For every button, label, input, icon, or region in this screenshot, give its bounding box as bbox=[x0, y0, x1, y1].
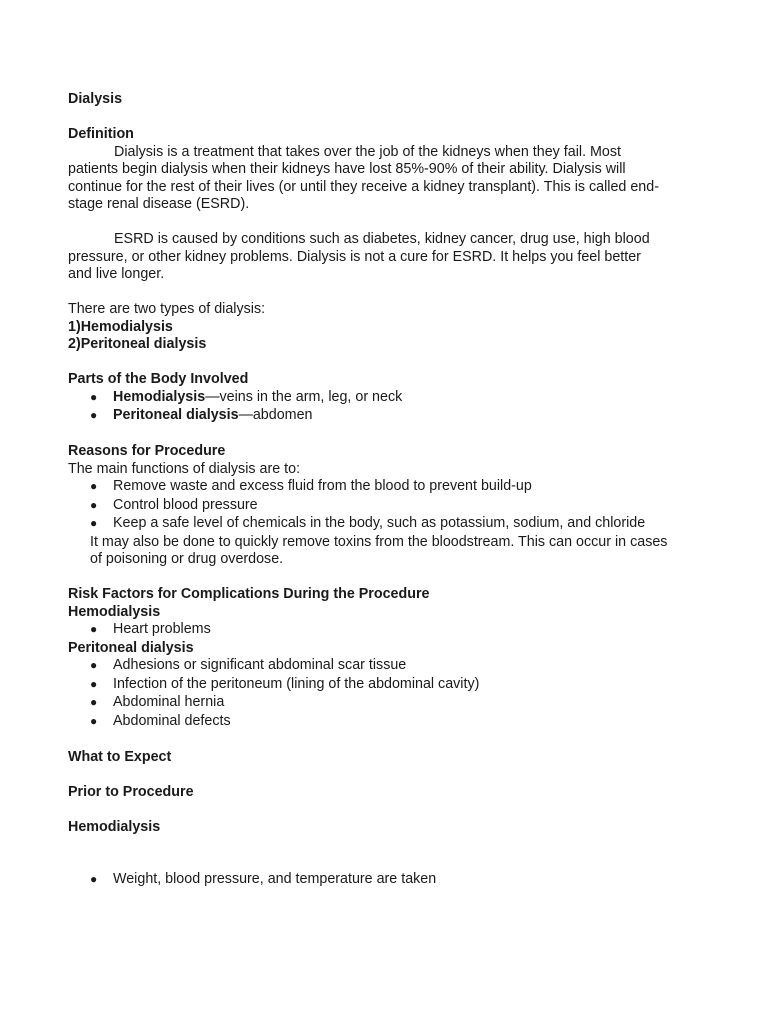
list-item bbox=[68, 657, 668, 675]
risk-heading: Risk Factors for Complications During the Procedure bbox=[68, 586, 430, 602]
expect-hemodialysis-heading: Hemodialysis bbox=[68, 818, 161, 835]
list-item-text: Abdominal hernia bbox=[113, 694, 225, 710]
bullet-icon: ● bbox=[90, 676, 98, 691]
prior-heading: Prior to Procedure bbox=[68, 783, 194, 800]
expect-heading: What to Expect bbox=[68, 748, 172, 765]
list-item bbox=[68, 478, 668, 496]
expect-hemodialysis-list bbox=[68, 871, 668, 889]
reasons-intro: The main functions of dialysis are to: bbox=[68, 460, 301, 477]
risk-peritoneal-heading: Peritoneal dialysis bbox=[68, 639, 194, 656]
list-item bbox=[68, 407, 668, 425]
list-item-text: Weight, blood pressure, and temperature are taken bbox=[113, 871, 437, 887]
bullet-icon: ● bbox=[90, 658, 98, 672]
bullet-icon: ● bbox=[90, 389, 98, 404]
parts-item-text: —veins in the arm, leg, or neck bbox=[205, 388, 403, 405]
list-item bbox=[68, 694, 668, 712]
bullet-icon: ● bbox=[90, 479, 98, 493]
list-item bbox=[68, 621, 668, 639]
list-item-text: Remove waste and excess fluid from the blood to prevent build-up bbox=[113, 478, 532, 494]
definition-paragraph-2: ESRD is caused by conditions such as diabetes, kidney cancer, drug use, high blood pressure, or other kidney problems. Dialysis is not a cure for ESRD. It helps you feel better and live longer. bbox=[68, 231, 650, 282]
bullet-icon: ● bbox=[90, 497, 98, 512]
risk-hemodialysis-list bbox=[68, 621, 668, 639]
parts-heading: Parts of the Body Involved bbox=[68, 371, 249, 387]
bullet-icon: ● bbox=[90, 695, 98, 709]
list-item bbox=[68, 871, 668, 889]
type-hemodialysis: 1)Hemodialysis bbox=[68, 318, 173, 335]
parts-item-text: —abdomen bbox=[238, 407, 313, 423]
bullet-icon: ● bbox=[90, 622, 98, 636]
bullet-icon: ● bbox=[90, 872, 98, 886]
parts-item-bold: Peritoneal dialysis bbox=[113, 407, 239, 423]
types-intro: There are two types of dialysis: bbox=[68, 301, 266, 317]
document-title: Dialysis bbox=[68, 91, 123, 107]
risk-peritoneal-list bbox=[68, 657, 668, 730]
bullet-icon: ● bbox=[90, 713, 98, 728]
list-item-text: Abdominal defects bbox=[113, 712, 231, 729]
list-item bbox=[68, 389, 668, 407]
list-item-text: Heart problems bbox=[113, 621, 211, 637]
list-item-text: Infection of the peritoneum (lining of the abdominal cavity) bbox=[113, 675, 480, 692]
list-item-text: Control blood pressure bbox=[113, 496, 258, 513]
list-item-text: Adhesions or significant abdominal scar tissue bbox=[113, 657, 407, 673]
bullet-icon: ● bbox=[90, 408, 98, 422]
list-item bbox=[68, 713, 668, 731]
list-item bbox=[68, 676, 668, 694]
list-item-text: Keep a safe level of chemicals in the body, such as potassium, sodium, and chloride bbox=[113, 515, 646, 531]
document-page bbox=[68, 91, 668, 890]
bullet-icon: ● bbox=[90, 516, 98, 530]
reasons-list bbox=[68, 478, 668, 533]
parts-list bbox=[68, 389, 668, 425]
parts-item-bold: Hemodialysis bbox=[113, 388, 206, 405]
definition-heading: Definition bbox=[68, 126, 134, 142]
definition-paragraph-1: Dialysis is a treatment that takes over the job of the kidneys when they fail. Most patients begin dialysis when their kidneys have lost 85%-90% of their ability. Dialysis will continue for the rest of their lives (or until they receive a kidney transplant). This is called end-stage renal disease (ESRD). bbox=[68, 143, 659, 212]
reasons-note: It may also be done to quickly remove toxins from the bloodstream. This can occur in cases of poisoning or drug overdose. bbox=[90, 533, 668, 567]
reasons-heading: Reasons for Procedure bbox=[68, 443, 226, 459]
risk-hemodialysis-heading: Hemodialysis bbox=[68, 603, 161, 620]
list-item bbox=[68, 497, 668, 515]
type-peritoneal-dialysis: 2)Peritoneal dialysis bbox=[68, 336, 207, 352]
list-item bbox=[68, 515, 668, 533]
